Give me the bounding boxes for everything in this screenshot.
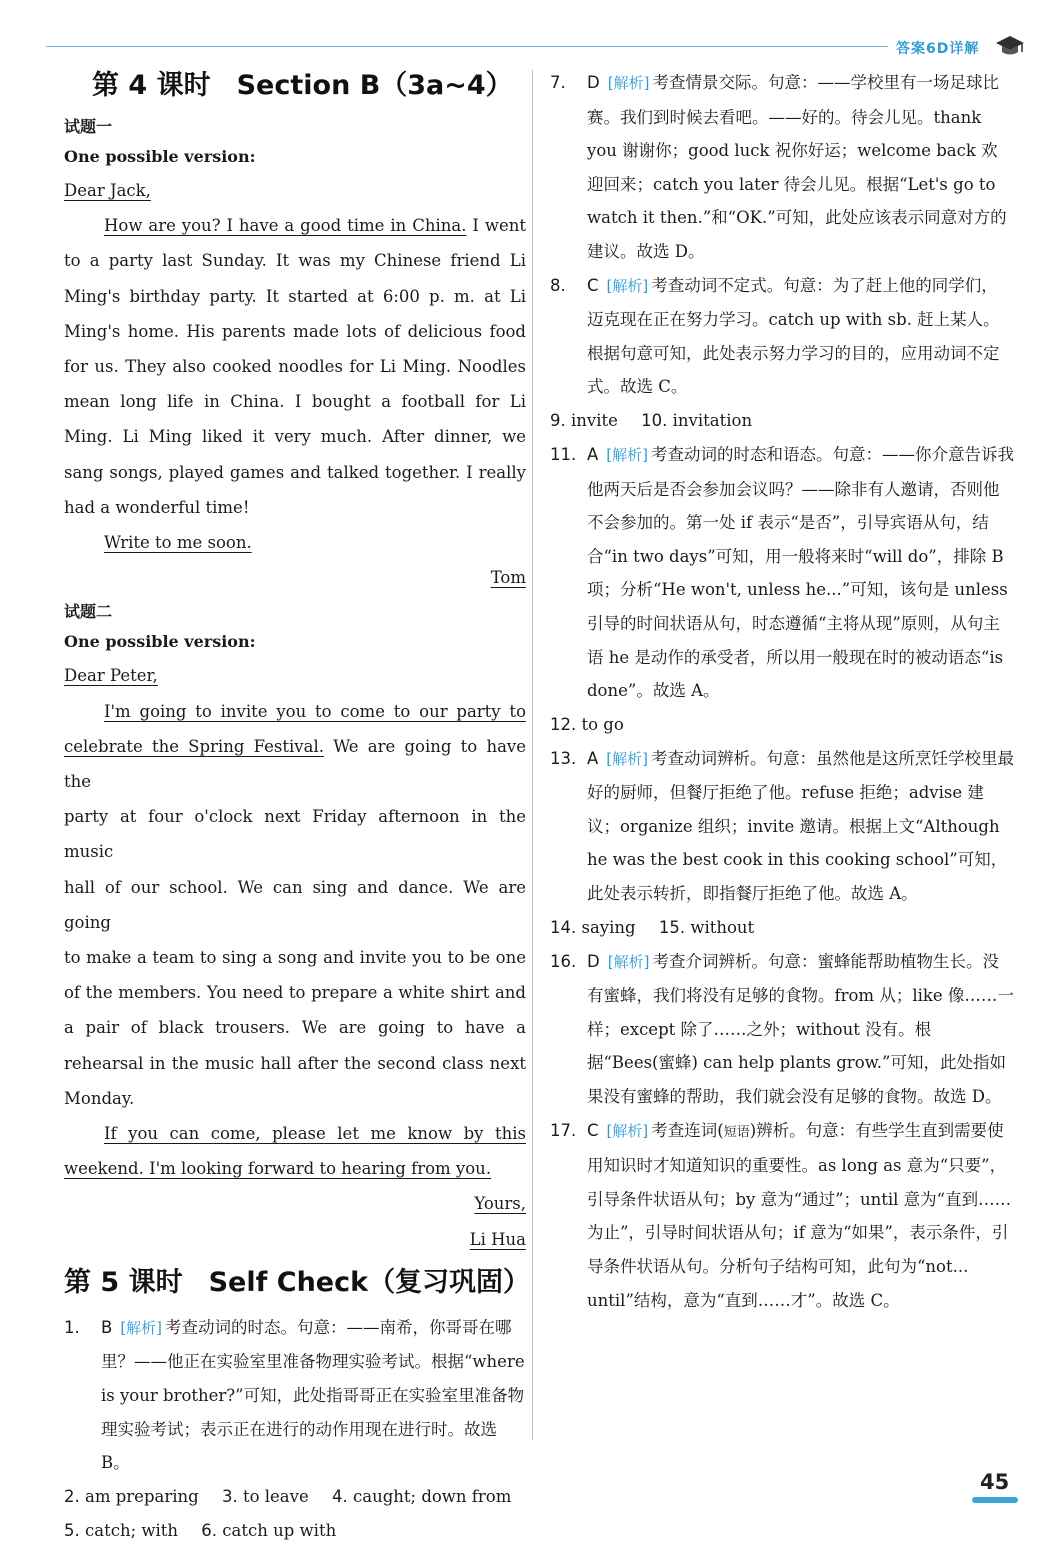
analysis-tag: [解析] [120, 1318, 163, 1337]
lesson5-title: 第 5 课时 Self Check（复习巩固） [64, 1266, 531, 1298]
test2-signature: Li Hua [469, 1229, 526, 1249]
test1-line: to a party last Sunday. It was my Chinese friend Li [64, 251, 526, 271]
test2-closing: If you can come, please let me know by this [104, 1124, 526, 1144]
lesson4-title: 第 4 课时 Section B（3a~4） [92, 70, 513, 101]
header-rule [46, 46, 888, 47]
right-column [550, 66, 1014, 1317]
column-divider [532, 70, 533, 1440]
answer-item-7: 7. D [解析] 考查情景交际。句意：——学校里有一场足球比赛。我们到时候去看吧。——好的。待会儿见。thank you 谢谢你；good luck 祝你好运；welcome back 欢迎回来；catch you later 待会儿见。根据“Let's go to watch it then.”和“OK.”可知，此处应该表示同意对方的建议。故选 D。 [550, 73, 1007, 261]
test1-line: How are you? I have a good time in China. I went [104, 216, 526, 236]
test1-line: for us. They also cooked noodles for Li Ming. Noodles [64, 357, 526, 377]
answer-item-1: 1. B [解析] 考查动词的时态。句意：——南希，你哥哥在哪里？——他正在实验室里准备物理实验考试。根据“where is your brother?”可知，此处指哥哥正在实验室里准备物理实验考试；表示正在进行的动作用现在进行时。故选 B。 [64, 1317, 525, 1473]
test2-line: I'm going to invite you to come to our party to [104, 701, 526, 721]
answer-item-13: 13. A [解析] 考查动词辨析。句意：虽然他是这所烹饪学校里最好的厨师，但餐厅拒绝了他。refuse 拒绝；advise 建议；organize 组织；invite 邀请。根据上文“Although he was the best cook in this cooking school”可知，此处表示转折，即指餐厅拒绝了他。故选 A。 [550, 748, 1015, 904]
analysis-tag: [解析] [606, 749, 649, 768]
test1-greeting: Dear Jack, [64, 181, 151, 200]
test1-line: mean long life in China. I bought a football for Li [64, 392, 526, 412]
test2-line: a pair of black trousers. We are going to have a [64, 1018, 526, 1038]
page-number: 45 [980, 1470, 1010, 1494]
test1-line: Ming. Li Ming liked it very much. After dinner, we [64, 427, 526, 447]
answer-row-12: 12. to go [550, 714, 624, 734]
left-column [64, 64, 531, 1548]
test2-version: One possible version: [64, 632, 256, 652]
analysis-tag: [解析] [607, 952, 650, 971]
test2-closing: weekend. I'm looking forward to hearing from you. [64, 1159, 492, 1179]
answer-item-8: 8. C [解析] 考查动词不定式。句意：为了赶上他的同学们，迈克现在正在努力学习。catch up with sb. 赶上某人。根据句意可知，此处表示努力学习的目的，应用动词不定式。故选 C。 [550, 275, 1000, 397]
analysis-tag: [解析] [606, 1121, 649, 1140]
test1-line: Ming's birthday party. It started at 6:00 p. m. at Li [64, 286, 526, 306]
page-number-bar [972, 1497, 1018, 1503]
test2-line: to make a team to sing a song and invite you to be one [64, 948, 526, 968]
test1-line: Ming's home. His parents made lots of delicious food [64, 321, 526, 341]
answer-row-9-10: 9. invite 10. invitation [550, 410, 753, 430]
test1-closing: Write to me soon. [104, 533, 252, 553]
test2-line: party at four o'clock next Friday afternoon in the music [64, 807, 526, 862]
analysis-tag: [解析] [606, 276, 649, 295]
test2-line: hall of our school. We can sing and dance. We are going [64, 877, 526, 932]
analysis-tag: [解析] [607, 74, 650, 92]
test2-line: of the members. You need to prepare a white shirt and [64, 983, 526, 1003]
answer-item-16: 16. D [解析] 考查介词辨析。句意：蜜蜂能帮助植物生长。没有蜜蜂，我们将没有足够的食物。from 从；like 像……一样；except 除了……之外；without 没有。根据“Bees(蜜蜂) can help plants grow.”可知，此处指如果没有蜜蜂的帮助，我们就会没有足够的食物。故选 D。 [550, 951, 1014, 1107]
test2-label: 试题二 [64, 602, 113, 622]
test1-line: sang songs, played games and talked together. I really [64, 462, 526, 482]
brand-label: 答案6D详解 [896, 41, 980, 57]
analysis-tag: [解析] [606, 445, 649, 464]
test2-line: rehearsal in the music hall after the second class next [64, 1053, 526, 1073]
test2-line: Monday. [64, 1088, 135, 1108]
answer-row-14-15: 14. saying 15. without [550, 917, 755, 937]
test2-greeting: Dear Peter, [64, 666, 158, 686]
test1-label: 试题一 [64, 117, 113, 136]
test1-version: One possible version: [64, 147, 256, 166]
graduation-cap-icon [995, 33, 1025, 59]
test2-line: celebrate the Spring Festival. We are going to have the [64, 736, 526, 792]
test1-line: had a wonderful time! [64, 497, 250, 517]
answer-row-5-6: 5. catch; with 6. catch up with [64, 1520, 337, 1540]
answer-item-11: 11. A [解析] 考查动词的时态和语态。句意：——你介意告诉我他两天后是否会参加会议吗？——除非有人邀请，否则他不会参加的。第一处 if 表示“是否”，引导宾语从句，结合“in two days”可知，用一般将来时“will do”，排除 B 项；分析“He won't, unless he...”可知，该句是 unless 引导的时间状语从句，时态遵循“主将从现”原则，从句主语 he 是动作的承受者，所以用一般现在时的被动语态“is done”。故选 A。 [550, 444, 1015, 701]
test1-signature: Tom [490, 568, 526, 588]
answer-row-2-4: 2. am preparing 3. to leave 4. caught; down from [64, 1486, 512, 1506]
test2-signature: Yours, [474, 1194, 526, 1214]
answer-item-17: 17. C [解析] 考查连词(短语)辨析。句意：有些学生直到需要使用知识时才知道知识的重要性。as long as 意为“只要”，引导条件状语从句；by 意为“通过”；until 意为“直到……为止”，引导时间状语从句；if 意为“如果”，表示条件，引导条件状语从句。分析句子结构可知，此句为“not... until”结构，意为“直到……才”。故选 C。 [550, 1120, 1012, 1310]
